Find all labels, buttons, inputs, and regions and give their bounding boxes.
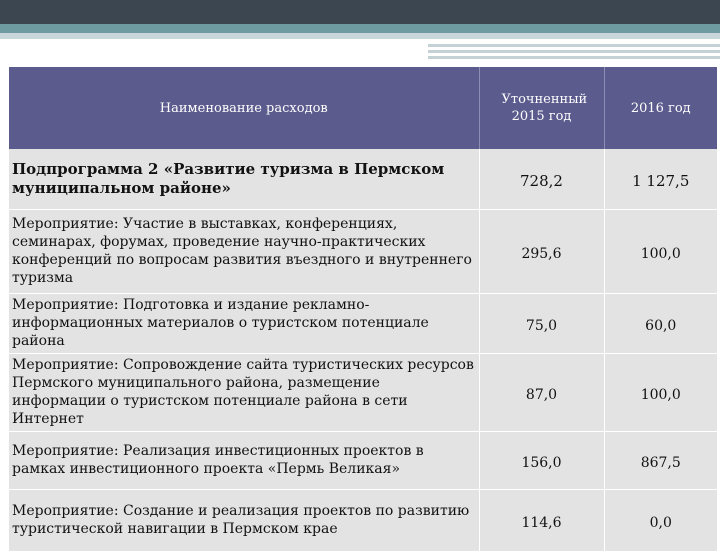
row-name: Мероприятие: Реализация инвестиционных проектов в рамках инвестиционного проекта «Пермь Великая»	[9, 431, 479, 489]
row-2015-value: 728,2	[479, 149, 604, 209]
table-row	[9, 353, 717, 431]
row-name: Мероприятие: Сопровождение сайта туристических ресурсов Пермского муниципального района, размещение информации о туристском потенциале района в сети Интернет	[9, 353, 479, 431]
row-name: Подпрограмма 2 «Развитие туризма в Пермском муниципальном районе»	[9, 149, 479, 209]
header-2016: 2016 год	[604, 67, 717, 149]
table-row	[9, 209, 717, 293]
expenses-table	[9, 67, 717, 552]
table-row	[9, 293, 717, 353]
table-row	[9, 149, 717, 209]
decorative-stripe	[428, 56, 720, 59]
row-2015-value: 295,6	[479, 209, 604, 293]
table-header-row	[9, 67, 717, 149]
top-banner-light	[0, 33, 720, 39]
row-2016-value: 867,5	[604, 431, 717, 489]
row-2015-value: 75,0	[479, 293, 604, 353]
decorative-stripe	[428, 44, 720, 47]
top-banner-accent	[0, 24, 720, 33]
row-2015-value: 87,0	[479, 353, 604, 431]
table-row	[9, 431, 717, 489]
row-2016-value: 1 127,5	[604, 149, 717, 209]
row-name: Мероприятие: Участие в выставках, конференциях, семинарах, форумах, проведение научно-практических конференций по вопросам развития въездного и внутреннего туризма	[9, 209, 479, 293]
header-expense-name: Наименование расходов	[9, 67, 479, 149]
row-2016-value: 60,0	[604, 293, 717, 353]
row-name: Мероприятие: Создание и реализация проектов по развитию туристической навигации в Пермском крае	[9, 489, 479, 551]
row-2016-value: 100,0	[604, 353, 717, 431]
top-banner	[0, 0, 720, 24]
row-2015-value: 156,0	[479, 431, 604, 489]
decorative-stripe	[428, 50, 720, 53]
row-2016-value: 0,0	[604, 489, 717, 551]
row-2015-value: 114,6	[479, 489, 604, 551]
row-name: Мероприятие: Подготовка и издание рекламно-информационных материалов о туристском потенциале района	[9, 293, 479, 353]
row-2016-value: 100,0	[604, 209, 717, 293]
table-row	[9, 489, 717, 551]
header-2015: Уточненный 2015 год	[479, 67, 604, 149]
